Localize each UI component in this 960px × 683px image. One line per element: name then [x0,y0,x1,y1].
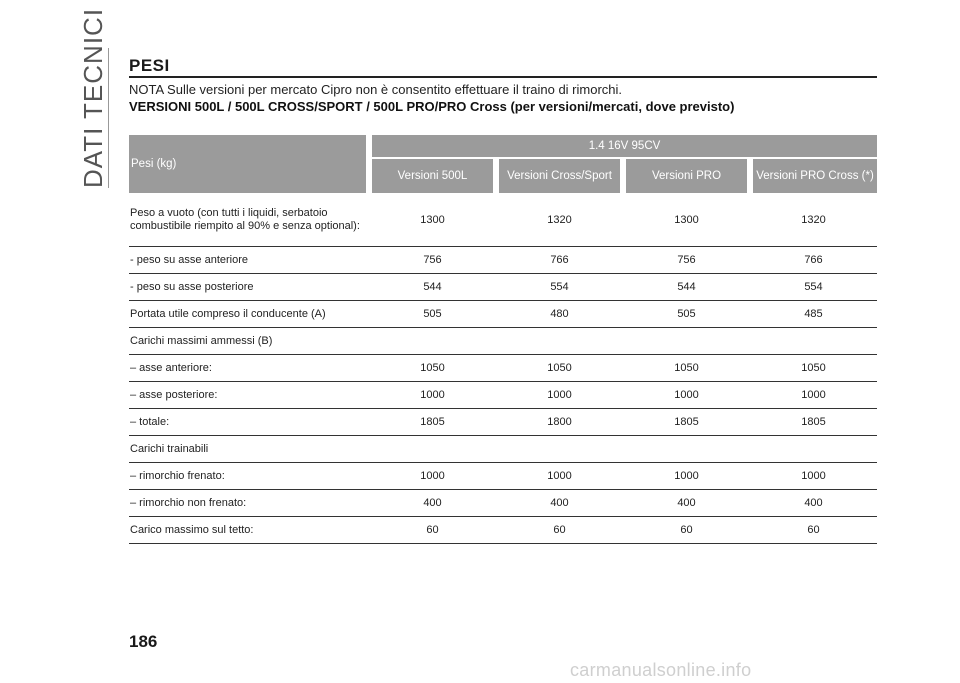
versions-subheading: VERSIONI 500L / 500L CROSS/SPORT / 500L PRO/PRO Cross (per versioni/mercati, dove previsto) [129,99,735,114]
cell-value [369,328,496,355]
cell-value: 1000 [369,463,496,490]
cell-value: 1000 [496,463,623,490]
row-label: Portata utile compreso il conducente (A) [129,301,369,328]
cell-value: 1300 [623,193,750,247]
header-version-500l: Versioni 500L [369,158,496,193]
cell-value: 1805 [750,409,877,436]
cell-value: 544 [623,274,750,301]
table-row [129,490,877,517]
cell-value: 60 [496,517,623,544]
row-label: - peso su asse anteriore [129,247,369,274]
table-row [129,274,877,301]
cell-value: 756 [369,247,496,274]
cell-value: 1050 [496,355,623,382]
cell-value: 1000 [750,463,877,490]
row-label: – rimorchio non frenato: [129,490,369,517]
header-engine: 1.4 16V 95CV [369,135,877,158]
table-row [129,247,877,274]
cell-value: 60 [750,517,877,544]
section-divider [129,76,877,78]
side-section-title-text: DATI TECNICI [78,7,108,188]
row-label: Peso a vuoto (con tutti i liquidi, serbatoio combustibile riempito al 90% e senza optional): [129,193,369,247]
table-row [129,517,877,544]
cell-value: 505 [623,301,750,328]
weights-table [129,135,877,544]
side-section-title [78,7,108,188]
row-label: - peso su asse posteriore [129,274,369,301]
cell-value: 544 [369,274,496,301]
cell-value: 1000 [623,382,750,409]
section-title: PESI [129,56,170,75]
row-label: Carico massimo sul tetto: [129,517,369,544]
cell-value: 1050 [750,355,877,382]
cell-value [496,436,623,463]
cell-value: 60 [369,517,496,544]
table-row [129,409,877,436]
header-version-pro: Versioni PRO [623,158,750,193]
cell-value: 1800 [496,409,623,436]
cell-value: 1050 [369,355,496,382]
cell-value: 1320 [750,193,877,247]
table-row [129,193,877,247]
cell-value: 1805 [369,409,496,436]
note-text: NOTA Sulle versioni per mercato Cipro non è consentito effettuare il traino di rimorchi. [129,82,623,97]
cell-value: 1300 [369,193,496,247]
row-label: – asse posteriore: [129,382,369,409]
table-row [129,436,877,463]
table-row [129,301,877,328]
header-pesi: Pesi (kg) [129,135,369,193]
cell-value: 1000 [496,382,623,409]
cell-value: 1000 [750,382,877,409]
watermark: carmanualsonline.info [570,660,752,680]
cell-value: 400 [623,490,750,517]
cell-value: 485 [750,301,877,328]
cell-value [496,328,623,355]
cell-value: 480 [496,301,623,328]
table-row [129,355,877,382]
table-row [129,328,877,355]
cell-value [623,436,750,463]
cell-value: 756 [623,247,750,274]
cell-value: 505 [369,301,496,328]
cell-value: 1320 [496,193,623,247]
table-row [129,463,877,490]
cell-value: 60 [623,517,750,544]
header-version-cross-sport: Versioni Cross/Sport [496,158,623,193]
row-label: Carichi trainabili [129,436,369,463]
cell-value: 1805 [623,409,750,436]
row-label: – rimorchio frenato: [129,463,369,490]
cell-value [369,436,496,463]
cell-value: 1050 [623,355,750,382]
side-divider [108,48,109,188]
cell-value: 400 [369,490,496,517]
table-row [129,382,877,409]
row-label: Carichi massimi ammessi (B) [129,328,369,355]
cell-value [623,328,750,355]
cell-value: 1000 [623,463,750,490]
cell-value: 766 [496,247,623,274]
cell-value: 554 [496,274,623,301]
page-number: 186 [129,632,158,651]
header-version-pro-cross: Versioni PRO Cross (*) [750,158,877,193]
row-label: – totale: [129,409,369,436]
cell-value: 1000 [369,382,496,409]
cell-value: 400 [496,490,623,517]
cell-value [750,436,877,463]
cell-value [750,328,877,355]
row-label: – asse anteriore: [129,355,369,382]
cell-value: 766 [750,247,877,274]
cell-value: 554 [750,274,877,301]
cell-value: 400 [750,490,877,517]
